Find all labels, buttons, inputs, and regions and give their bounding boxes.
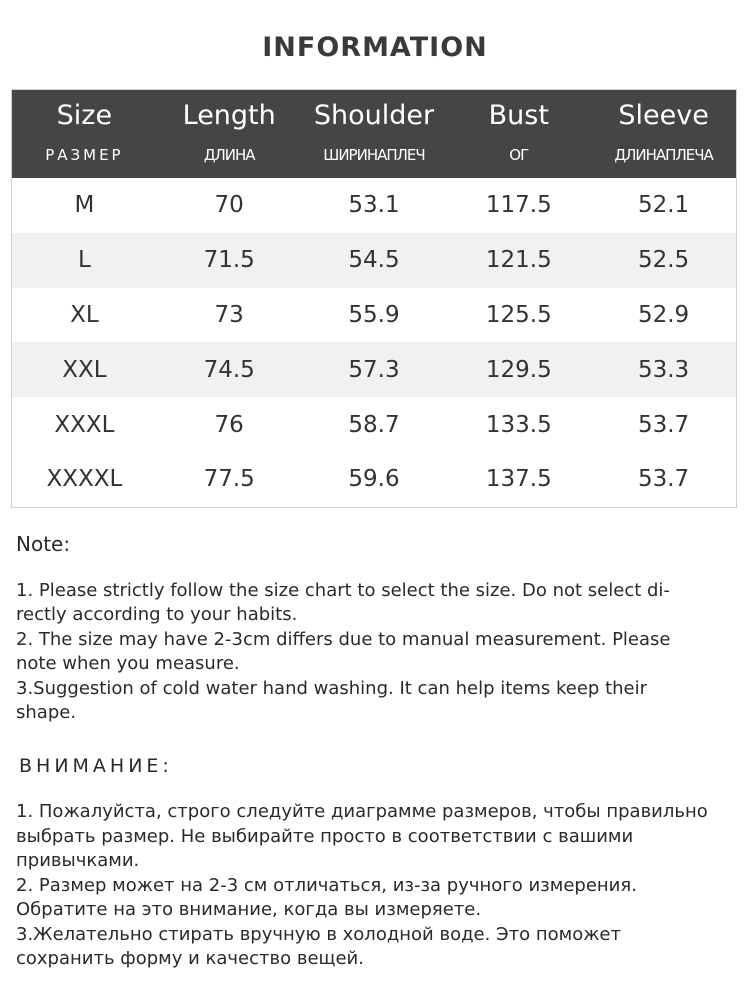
header-label-ru: ШИРИНАПЛЕЧ (323, 146, 425, 164)
cell-shoulder: 54.5 (348, 247, 400, 274)
cell-sleeve: 52.1 (637, 192, 690, 219)
cell-length: 71.5 (203, 247, 255, 274)
cell-length: 77.5 (203, 466, 255, 493)
header-label-en: Size (56, 100, 113, 131)
header-bust (446, 90, 591, 178)
cell-sleeve: 53.3 (637, 356, 690, 383)
cell-length: 73 (214, 301, 244, 328)
note-heading-ru: ВНИМАНИЕ: (19, 754, 173, 777)
notes-section (16, 532, 726, 972)
note-line: 1. Please strictly follow the size chart to select the size. Do not select di- (16, 579, 670, 601)
cell-size: L (77, 247, 91, 274)
header-label-ru: ДЛИНА (203, 146, 255, 164)
note-heading: Note: (16, 532, 71, 556)
cell-bust: 121.5 (485, 247, 552, 274)
cell-bust: 137.5 (485, 466, 552, 493)
note-line: 2. The size may have 2-3cm differs due to manual measurement. Please (16, 628, 671, 650)
header-label-ru: ДЛИНАПЛЕЧА (614, 146, 713, 164)
table-row (12, 288, 736, 343)
cell-bust: 117.5 (485, 192, 552, 219)
note-line-ru: выбрать размер. Не выбирайте просто в соответствии с вашими (16, 825, 634, 847)
table-row (12, 233, 736, 288)
note-line-ru: 2. Размер может на 2-3 см отличаться, из-за ручного измерения. (16, 874, 637, 896)
header-size (12, 90, 157, 178)
note-line-ru: 3.Желательно стирать вручную в холодной воде. Это поможет (16, 923, 621, 945)
note-line: 3.Suggestion of cold water hand washing. It can help items keep their (16, 677, 648, 699)
cell-size: XXL (62, 356, 107, 383)
header-label-ru: ОГ (509, 146, 529, 164)
cell-bust: 133.5 (485, 411, 552, 438)
cell-sleeve: 52.5 (637, 247, 690, 274)
cell-shoulder: 58.7 (348, 411, 400, 438)
cell-size: XL (70, 301, 99, 328)
cell-sleeve: 53.7 (637, 466, 690, 493)
cell-shoulder: 53.1 (348, 192, 400, 219)
cell-size: XXXXL (46, 466, 123, 493)
cell-shoulder: 55.9 (348, 301, 400, 328)
cell-shoulder: 57.3 (348, 356, 400, 383)
page-title: INFORMATION (262, 32, 488, 63)
header-label-en: Bust (488, 100, 549, 131)
header-label-en: Shoulder (313, 100, 435, 131)
cell-bust: 125.5 (485, 301, 552, 328)
note-line: note when you measure. (16, 653, 240, 674)
size-table (11, 89, 737, 508)
table-row (12, 452, 736, 507)
table-row (12, 178, 736, 233)
header-label-en: Length (182, 100, 276, 131)
note-line: shape. (16, 702, 77, 723)
note-line-ru: сохранить форму и качество вещей. (16, 948, 364, 969)
cell-size: XXXL (54, 411, 115, 438)
note-line: rectly according to your habits. (16, 604, 298, 625)
cell-sleeve: 52.9 (637, 301, 690, 328)
cell-bust: 129.5 (485, 356, 552, 383)
header-shoulder (302, 90, 447, 178)
table-header (12, 90, 736, 178)
note-line-ru: привычками. (16, 850, 140, 871)
header-length (157, 90, 302, 178)
cell-size: M (74, 192, 95, 219)
cell-length: 70 (214, 192, 244, 219)
table-row (12, 397, 736, 452)
cell-sleeve: 53.7 (637, 411, 690, 438)
table-row (12, 342, 736, 397)
cell-length: 74.5 (203, 356, 255, 383)
note-line-ru: Обратите на это внимание, когда вы измеряете. (16, 899, 482, 920)
cell-shoulder: 59.6 (348, 466, 400, 493)
note-line-ru: 1. Пожалуйста, строго следуйте диаграмме размеров, чтобы правильно (16, 801, 708, 822)
header-label-en: Sleeve (618, 100, 709, 131)
header-sleeve (591, 90, 736, 178)
cell-length: 76 (214, 411, 244, 438)
header-label-ru: РАЗМЕР (45, 146, 124, 164)
